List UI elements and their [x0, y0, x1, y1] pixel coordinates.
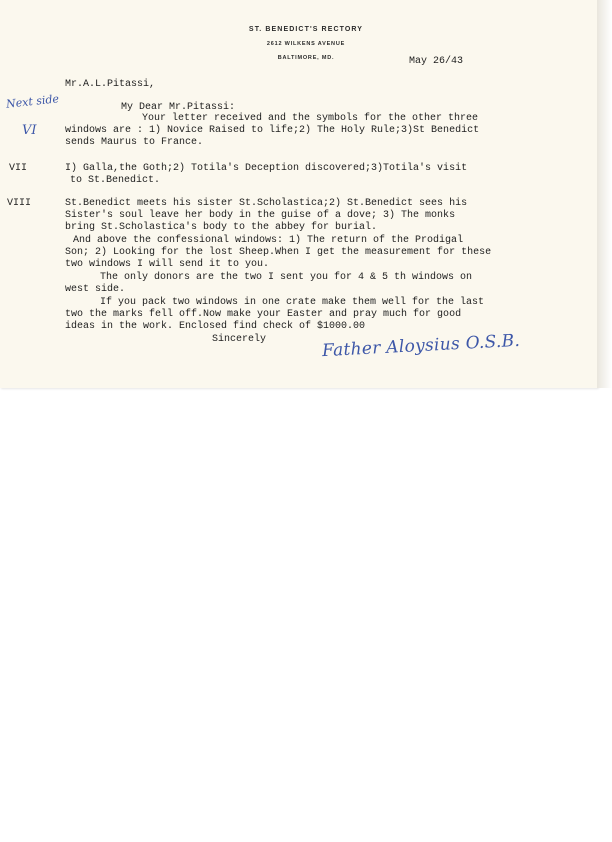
body-line: west side.: [65, 284, 126, 295]
body-line: Sister's soul leave her body in the guise of a dove; 3) The monks: [65, 210, 456, 221]
section-number-vii: VII: [9, 163, 28, 174]
margin-note-vi: VI: [22, 123, 37, 138]
closing: Sincerely: [212, 334, 267, 345]
body-line: If you pack two windows in one crate make them well for the last: [100, 297, 485, 308]
margin-note-next-side: Next side: [5, 92, 60, 111]
body-line: Your letter received and the symbols for the other three: [142, 113, 479, 124]
letterhead-name: ST. BENEDICT'S RECTORY: [248, 26, 364, 33]
letterhead-city: BALTIMORE, MD.: [277, 55, 335, 61]
body-line: two windows I will send it to you.: [65, 259, 270, 270]
section-number-viii: VIII: [7, 198, 32, 209]
body-line: two the marks fell off.Now make your Easter and pray much for good: [65, 309, 462, 320]
body-line: Son; 2) Looking for the lost Sheep.When I get the measurement for these: [65, 247, 492, 258]
recipient-name: Mr.A.L.Pitassi,: [65, 79, 156, 90]
body-line: St.Benedict meets his sister St.Scholastica;2) St.Benedict sees his: [65, 198, 468, 209]
letter-date: May 26/43: [409, 56, 464, 67]
body-line: sends Maurus to France.: [65, 137, 204, 148]
body-line: ideas in the work. Enclosed find check of $1000.00: [65, 321, 366, 332]
letterhead-street: 2612 WILKENS AVENUE: [266, 41, 346, 47]
greeting: My Dear Mr.Pitassi:: [121, 102, 236, 113]
body-line: And above the confessional windows: 1) The return of the Prodigal: [73, 235, 464, 246]
body-line: The only donors are the two I sent you for 4 & 5 th windows on: [100, 272, 473, 283]
body-line: windows are : 1) Novice Raised to life;2) The Holy Rule;3)St Benedict: [65, 125, 480, 136]
body-line: I) Galla,the Goth;2) Totila's Deception discovered;3)Totila's visit: [65, 163, 468, 174]
body-line: bring St.Scholastica's body to the abbey for burial.: [65, 222, 378, 233]
signature: Father Aloysius O.S.B.: [321, 330, 521, 362]
body-line: to St.Benedict.: [70, 175, 161, 186]
